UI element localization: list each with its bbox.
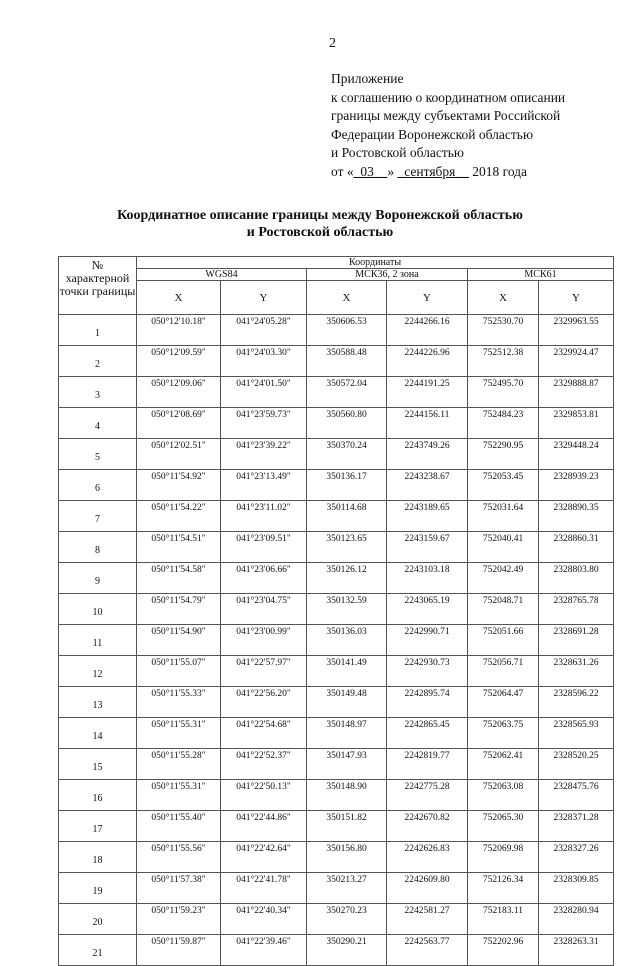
- point-number-cell: 10: [59, 594, 137, 625]
- table-row: [59, 811, 614, 842]
- table-row: [59, 439, 614, 470]
- header-point-number: № характерной точки границы: [59, 257, 137, 315]
- coordinate-cell: 041°24'03.30": [221, 346, 307, 377]
- table-row: [59, 904, 614, 935]
- coordinate-cell: 050°11'55.33": [137, 687, 221, 718]
- header-y: Y: [221, 281, 307, 315]
- table-row: [59, 470, 614, 501]
- point-number-cell: 1: [59, 315, 137, 346]
- coordinate-cell: 350156.80: [307, 842, 387, 873]
- coordinate-cell: 050°12'09.59": [137, 346, 221, 377]
- coordinate-cell: 050°11'54.22": [137, 501, 221, 532]
- coordinate-cell: 2328765.78: [539, 594, 614, 625]
- table-row: [59, 346, 614, 377]
- table-row: [59, 935, 614, 966]
- coordinate-cell: 050°11'59.23": [137, 904, 221, 935]
- point-number-cell: 21: [59, 935, 137, 966]
- coordinate-cell: 2243065.19: [387, 594, 468, 625]
- coordinate-cell: 041°22'41.78": [221, 873, 307, 904]
- table-row: [59, 780, 614, 811]
- coordinate-cell: 2244226.96: [387, 346, 468, 377]
- coordinate-cell: 2242895.74: [387, 687, 468, 718]
- coordinate-cell: 2328280.94: [539, 904, 614, 935]
- point-number-cell: 20: [59, 904, 137, 935]
- coordinate-cell: 2328309.85: [539, 873, 614, 904]
- coordinate-cell: 050°12'10.18": [137, 315, 221, 346]
- coordinate-cell: 752064.47: [468, 687, 539, 718]
- coordinate-cell: 2242990.71: [387, 625, 468, 656]
- coordinate-cell: 350290.21: [307, 935, 387, 966]
- point-number-cell: 5: [59, 439, 137, 470]
- coordinate-cell: 752290.95: [468, 439, 539, 470]
- coordinate-cell: 752040.41: [468, 532, 539, 563]
- coordinate-cell: 2328520.25: [539, 749, 614, 780]
- coordinate-cell: 050°11'59.87": [137, 935, 221, 966]
- coordinate-cell: 350114.68: [307, 501, 387, 532]
- coordinate-cell: 2329888.87: [539, 377, 614, 408]
- appendix-line: и Ростовской областью: [331, 145, 464, 160]
- date-mid: »: [387, 163, 395, 179]
- coordinate-cell: 350136.17: [307, 470, 387, 501]
- coordinate-cell: 2328263.31: [539, 935, 614, 966]
- table-row: [59, 594, 614, 625]
- coordinate-cell: 350126.12: [307, 563, 387, 594]
- table-row: [59, 501, 614, 532]
- coordinate-cell: 2329924.47: [539, 346, 614, 377]
- point-number-cell: 19: [59, 873, 137, 904]
- coordinate-cell: 041°23'59.73": [221, 408, 307, 439]
- coordinate-cell: 041°22'40.34": [221, 904, 307, 935]
- coordinate-cell: 752126.34: [468, 873, 539, 904]
- coordinate-cell: 752202.96: [468, 935, 539, 966]
- coordinate-cell: 050°11'57.38": [137, 873, 221, 904]
- coordinate-cell: 041°24'05.28": [221, 315, 307, 346]
- coordinate-cell: 041°23'13.49": [221, 470, 307, 501]
- header-y: Y: [387, 281, 468, 315]
- table-row: [59, 687, 614, 718]
- coordinate-cell: 752069.98: [468, 842, 539, 873]
- header-y: Y: [539, 281, 614, 315]
- table-row: [59, 873, 614, 904]
- point-number-cell: 15: [59, 749, 137, 780]
- coordinate-cell: 050°11'54.51": [137, 532, 221, 563]
- coordinate-cell: 041°22'42.64": [221, 842, 307, 873]
- coordinate-cell: 2328327.26: [539, 842, 614, 873]
- coordinate-cell: 350370.24: [307, 439, 387, 470]
- coordinate-cell: 350149.48: [307, 687, 387, 718]
- coordinate-cell: 2244266.16: [387, 315, 468, 346]
- coordinate-cell: 050°11'54.92": [137, 470, 221, 501]
- coordinate-cell: 2329448.24: [539, 439, 614, 470]
- coordinate-cell: 350136.03: [307, 625, 387, 656]
- coordinate-cell: 041°22'54.68": [221, 718, 307, 749]
- coordinate-cell: 050°11'55.56": [137, 842, 221, 873]
- date-prefix: от «: [331, 163, 354, 179]
- coordinate-cell: 752495.70: [468, 377, 539, 408]
- coordinate-cell: 350572.04: [307, 377, 387, 408]
- coordinate-cell: 050°11'55.31": [137, 718, 221, 749]
- coordinate-cell: 050°12'09.06": [137, 377, 221, 408]
- coordinate-cell: 752042.49: [468, 563, 539, 594]
- coordinate-cell: 041°23'00.99": [221, 625, 307, 656]
- point-number-cell: 12: [59, 656, 137, 687]
- coordinate-cell: 2244191.25: [387, 377, 468, 408]
- coordinate-cell: 050°11'54.58": [137, 563, 221, 594]
- coordinate-cell: 050°11'54.90": [137, 625, 221, 656]
- point-number-cell: 2: [59, 346, 137, 377]
- header-coordinates: Координаты: [137, 257, 614, 269]
- coordinate-cell: 752512.38: [468, 346, 539, 377]
- coordinate-cell: 2328890.35: [539, 501, 614, 532]
- coordinate-cell: 041°23'04.75": [221, 594, 307, 625]
- point-number-cell: 17: [59, 811, 137, 842]
- appendix-line: Федерации Воронежской областью: [331, 126, 534, 142]
- coordinate-cell: 2328565.93: [539, 718, 614, 749]
- coordinate-cell: 2328860.31: [539, 532, 614, 563]
- coordinate-cell: 041°23'09.51": [221, 532, 307, 563]
- coordinate-cell: 350147.93: [307, 749, 387, 780]
- title-line: Координатное описание границы между Воронежской областью: [117, 208, 523, 223]
- coordinate-cell: 350213.27: [307, 873, 387, 904]
- coordinate-cell: 2242581.27: [387, 904, 468, 935]
- point-number-cell: 13: [59, 687, 137, 718]
- coordinate-cell: 2328475.76: [539, 780, 614, 811]
- coordinate-cell: 2243749.26: [387, 439, 468, 470]
- document-title: [0, 207, 640, 241]
- coordinate-cell: 041°24'01.50": [221, 377, 307, 408]
- table-row: [59, 532, 614, 563]
- coordinate-cell: 2244156.11: [387, 408, 468, 439]
- title-line: и Ростовской областью: [246, 225, 394, 240]
- point-number-cell: 16: [59, 780, 137, 811]
- coordinate-cell: 350151.82: [307, 811, 387, 842]
- point-number-cell: 9: [59, 563, 137, 594]
- coordinate-cell: 2328939.23: [539, 470, 614, 501]
- coordinate-cell: 2329853.81: [539, 408, 614, 439]
- point-number-cell: 7: [59, 501, 137, 532]
- coordinate-cell: 752053.45: [468, 470, 539, 501]
- coordinate-cell: 041°23'11.02": [221, 501, 307, 532]
- coordinate-cell: 350606.53: [307, 315, 387, 346]
- appendix-date: [331, 163, 565, 182]
- coordinate-cell: 350132.59: [307, 594, 387, 625]
- point-number-cell: 3: [59, 377, 137, 408]
- table-row: [59, 718, 614, 749]
- coordinate-cell: 752056.71: [468, 656, 539, 687]
- coordinate-cell: 350148.90: [307, 780, 387, 811]
- coordinate-cell: 2328371.28: [539, 811, 614, 842]
- coordinate-cell: 2242670.82: [387, 811, 468, 842]
- coordinate-cell: 2243238.67: [387, 470, 468, 501]
- coordinate-cell: 041°22'50.13": [221, 780, 307, 811]
- coordinate-cell: 752183.11: [468, 904, 539, 935]
- coordinate-cell: 752063.75: [468, 718, 539, 749]
- header-x: X: [468, 281, 539, 315]
- appendix-line: к соглашению о координатном описании: [331, 89, 566, 105]
- coordinate-cell: 752048.71: [468, 594, 539, 625]
- coordinate-cell: 350123.65: [307, 532, 387, 563]
- coordinate-cell: 752530.70: [468, 315, 539, 346]
- coordinate-cell: 2328803.80: [539, 563, 614, 594]
- coordinate-cell: 350148.97: [307, 718, 387, 749]
- coordinate-cell: 050°11'55.28": [137, 749, 221, 780]
- coordinate-cell: 041°22'56.20": [221, 687, 307, 718]
- point-number-cell: 8: [59, 532, 137, 563]
- coordinate-cell: 2243159.67: [387, 532, 468, 563]
- table-row: [59, 749, 614, 780]
- coordinates-table: [58, 256, 614, 966]
- date-month: _сентября__: [397, 163, 469, 179]
- coordinate-cell: 2328631.26: [539, 656, 614, 687]
- coordinate-cell: 2328596.22: [539, 687, 614, 718]
- coordinate-cell: 752063.08: [468, 780, 539, 811]
- coordinate-cell: 2242865.45: [387, 718, 468, 749]
- appendix-line: границы между субъектами Российской: [331, 108, 561, 123]
- coordinate-cell: 2242609.80: [387, 873, 468, 904]
- coordinate-cell: 041°22'52.37": [221, 749, 307, 780]
- coordinate-cell: 2242930.73: [387, 656, 468, 687]
- coordinate-cell: 350588.48: [307, 346, 387, 377]
- coordinate-cell: 041°22'57.97": [221, 656, 307, 687]
- point-number-cell: 18: [59, 842, 137, 873]
- coordinate-cell: 2243103.18: [387, 563, 468, 594]
- appendix-header: [331, 70, 565, 181]
- table-row: [59, 842, 614, 873]
- coordinate-cell: 2242819.77: [387, 749, 468, 780]
- coordinate-cell: 2242563.77: [387, 935, 468, 966]
- coordinate-cell: 2328691.28: [539, 625, 614, 656]
- coordinate-cell: 350141.49: [307, 656, 387, 687]
- coordinate-cell: 2329963.55: [539, 315, 614, 346]
- coordinate-cell: 350560.80: [307, 408, 387, 439]
- coordinate-cell: 752051.66: [468, 625, 539, 656]
- point-number-cell: 11: [59, 625, 137, 656]
- coordinate-cell: 050°12'08.69": [137, 408, 221, 439]
- table-row: [59, 625, 614, 656]
- header-msk61: МСК61: [468, 269, 614, 281]
- table-row: [59, 377, 614, 408]
- point-number-cell: 6: [59, 470, 137, 501]
- table-row: [59, 563, 614, 594]
- date-day: _03__: [353, 163, 388, 179]
- coordinate-cell: 050°11'55.31": [137, 780, 221, 811]
- coordinate-cell: 350270.23: [307, 904, 387, 935]
- coordinate-cell: 752484.23: [468, 408, 539, 439]
- table-row: [59, 656, 614, 687]
- coordinate-cell: 752065.30: [468, 811, 539, 842]
- coordinate-cell: 050°11'55.40": [137, 811, 221, 842]
- date-year: 2018 года: [468, 163, 528, 179]
- appendix-line: Приложение: [331, 71, 404, 86]
- coordinate-cell: 050°12'02.51": [137, 439, 221, 470]
- coordinate-cell: 041°22'39.46": [221, 935, 307, 966]
- coordinate-cell: 2242775.28: [387, 780, 468, 811]
- coordinate-cell: 041°23'06.66": [221, 563, 307, 594]
- coordinate-cell: 752031.64: [468, 501, 539, 532]
- header-wgs84: WGS84: [137, 269, 307, 281]
- coordinate-cell: 2242626.83: [387, 842, 468, 873]
- header-x: X: [307, 281, 387, 315]
- table-row: [59, 315, 614, 346]
- header-x: X: [137, 281, 221, 315]
- coordinate-cell: 2243189.65: [387, 501, 468, 532]
- coordinate-cell: 050°11'54.79": [137, 594, 221, 625]
- coordinate-cell: 752062.41: [468, 749, 539, 780]
- page-number: 2: [329, 36, 336, 51]
- header-msk36: МСК36, 2 зона: [307, 269, 468, 281]
- table-row: [59, 408, 614, 439]
- coordinate-cell: 050°11'55.07": [137, 656, 221, 687]
- point-number-cell: 14: [59, 718, 137, 749]
- point-number-cell: 4: [59, 408, 137, 439]
- coordinate-cell: 041°23'39.22": [221, 439, 307, 470]
- coordinate-cell: 041°22'44.86": [221, 811, 307, 842]
